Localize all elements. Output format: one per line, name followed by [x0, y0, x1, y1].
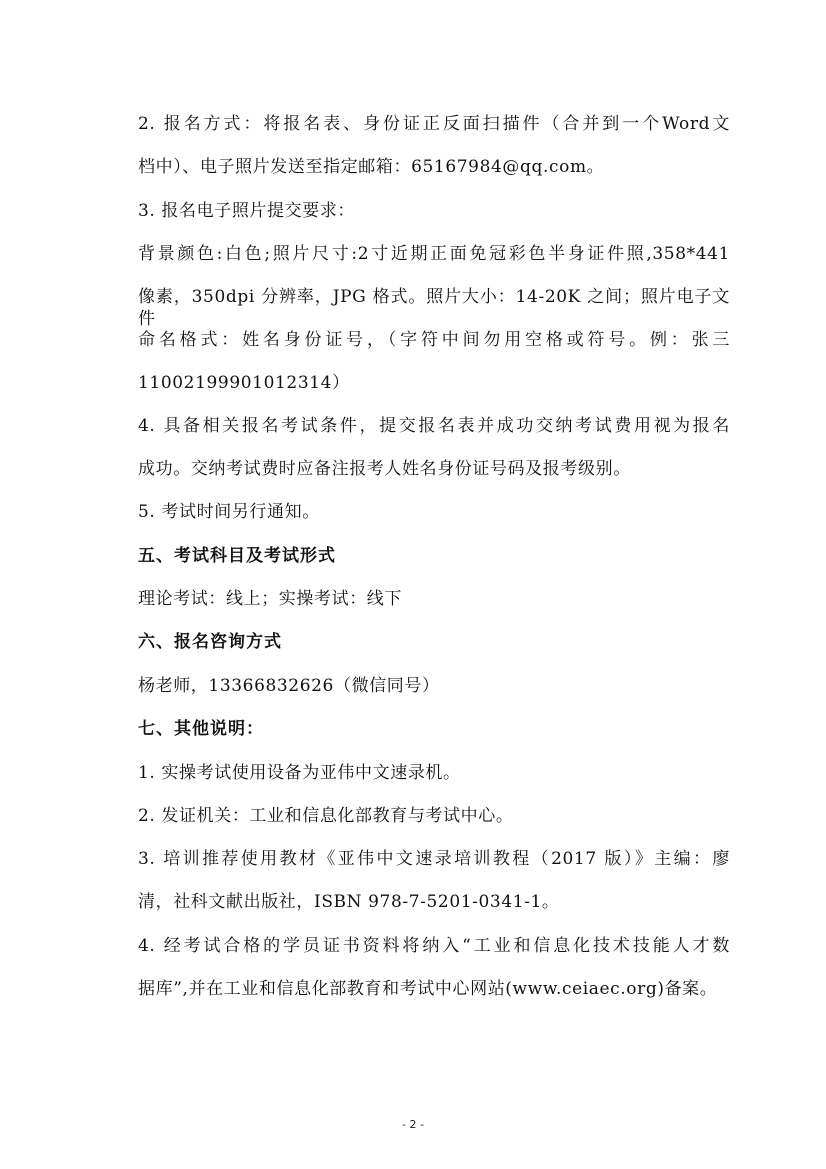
item3-line2: 像素，350dpi 分辨率，JPG 格式。照片大小：14-20K 之间；照片电子文件: [138, 287, 730, 329]
item2-line1: 2. 报名方式：将报名表、身份证正反面扫描件（合并到一个Word文: [138, 114, 730, 134]
item5: 5. 考试时间另行通知。: [138, 502, 320, 522]
section7-item1: 1. 实操考试使用设备为亚伟中文速录机。: [138, 763, 461, 783]
item2-line2: 档中）、电子照片发送至指定邮箱：65167984@qq.com。: [138, 157, 605, 177]
section7-item3-line2: 清，社科文献出版社，ISBN 978-7-5201-0341-1。: [138, 892, 560, 912]
item4-line1: 4. 具备相关报名考试条件，提交报名表并成功交纳考试费用视为报名: [138, 416, 730, 436]
section7-item4-line2: 据库”,并在工业和信息化部教育和考试中心网站(www.ceiaec.org)备案。: [138, 979, 718, 999]
section7-heading: 七、其他说明：: [138, 719, 264, 739]
page-number: - 2 -: [402, 1118, 424, 1131]
item4-line2: 成功。交纳考试费时应备注报考人姓名身份证号码及报考级别。: [138, 459, 631, 479]
section6-heading: 六、报名咨询方式: [138, 632, 282, 652]
item3-line4: 11002199901012314）: [138, 373, 350, 393]
section5-heading: 五、考试科目及考试形式: [138, 546, 336, 566]
section7-item4-line1: 4. 经考试合格的学员证书资料将纳入“工业和信息化技术技能人才数: [138, 936, 730, 956]
section6-body: 杨老师，13366832626（微信同号）: [138, 676, 440, 696]
section7-item3-line1: 3. 培训推荐使用教材《亚伟中文速录培训教程（2017 版）》主编：廖: [138, 849, 730, 869]
item3-line1: 背景颜色:白色;照片尺寸:2寸近期正面免冠彩色半身证件照,358*441: [138, 244, 730, 264]
section5-body: 理论考试：线上；实操考试：线下: [138, 589, 402, 609]
item3-line3: 命名格式：姓名身份证号，（字符中间勿用空格或符号。例：张三: [138, 330, 730, 350]
section7-item2: 2. 发证机关：工业和信息化部教育与考试中心。: [138, 806, 514, 826]
item3-title: 3. 报名电子照片提交要求：: [138, 201, 356, 221]
